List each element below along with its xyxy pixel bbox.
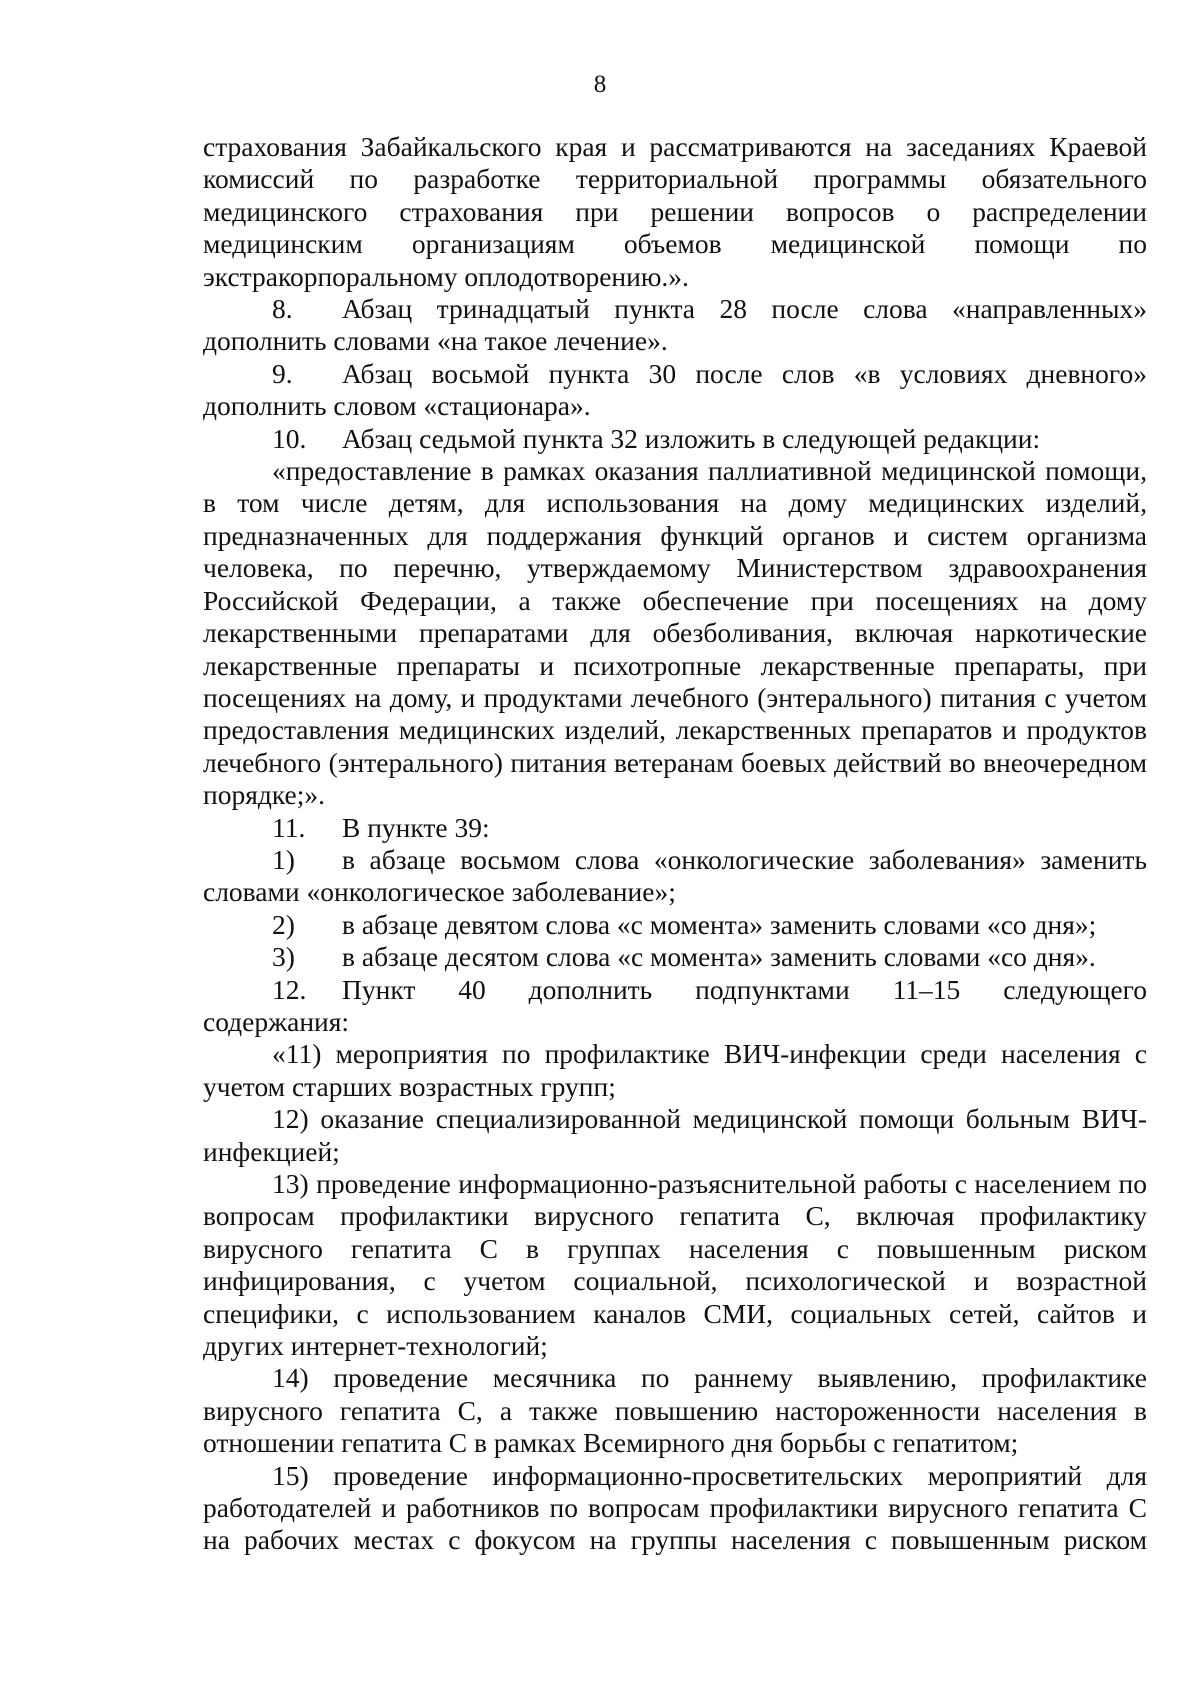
sub-item-number: 2)	[272, 908, 295, 940]
list-item-11	[203, 812, 1147, 844]
item-number: 8.	[272, 293, 293, 325]
item-text-continued: дополнить словом «стационара».	[203, 390, 591, 422]
sub-item-1	[203, 844, 1147, 876]
sub-item-text: в абзаце восьмом слова «онкологические заболевания» заменить	[342, 843, 1147, 875]
sub-item-text-continued: словами «онкологическое заболевание»;	[203, 876, 676, 908]
item-text-continued: дополнить словами «на такое лечение».	[203, 325, 668, 357]
item-text: Пункт 40 дополнить подпунктами 11–15 следующего	[342, 973, 1147, 1005]
paragraph-palliative-quote: «предоставление в рамках оказания паллиативной медицинской помощи, в том числе детям, для использования на дому медицинских изделий, предназначенных для поддержания функций органов и систем организма человека, по перечню, утверждаемому Министерством здравоохранения Российской Федерации, а также обеспечение при посещениях на дому лекарственными препаратами для обезболивания, включая наркотические лекарственные препараты и психотропные лекарственные препараты, при посещениях на дому, и продуктами лечебного (энтерального) питания с учетом предоставления медицинских изделий, лекарственных препаратов и продуктов лечебного (энтерального) питания ветеранам боевых действий во внеочередном порядке;».	[203, 455, 1147, 811]
sub-item-number: 1)	[272, 843, 295, 875]
page-number: 8	[593, 71, 607, 98]
item-number: 12.	[272, 973, 307, 1005]
list-item-9	[203, 358, 1147, 390]
item-text: Абзац восьмой пункта 30 после слов «в условиях дневного»	[342, 357, 1147, 389]
paragraph-subitem-11: «11) мероприятия по профилактике ВИЧ-инфекции среди населения с учетом старших возрастных групп;	[203, 1038, 1147, 1102]
item-text: Абзац седьмой пункта 32 изложить в следующей редакции:	[342, 422, 1041, 454]
item-text-continued: содержания:	[203, 1005, 350, 1037]
list-item-10	[203, 423, 1147, 455]
item-text: Абзац тринадцатый пункта 28 после слова «направленных»	[342, 293, 1147, 325]
sub-item-number: 3)	[272, 941, 295, 973]
list-item-12	[203, 974, 1147, 1006]
sub-item-2	[203, 909, 1147, 941]
sub-item-text: в абзаце девятом слова «с момента» заменить словами «со дня»;	[342, 908, 1097, 940]
item-number: 11.	[272, 811, 306, 843]
paragraph-intro: страхования Забайкальского края и рассматриваются на заседаниях Краевой комиссий по разработке территориальной программы обязательного медицинского страхования при решении вопросов о распределении медицинским организациям объемов медицинской помощи по экстракорпоральному оплодотворению.».	[203, 131, 1147, 292]
item-number: 10.	[272, 422, 307, 454]
paragraph-subitem-14: 14) проведение месячника по раннему выявлению, профилактике вирусного гепатита С, а также повышению настороженности населения в отношении гепатита С в рамках Всемирного дня борьбы с гепатитом;	[203, 1362, 1147, 1459]
paragraph-subitem-12: 12) оказание специализированной медицинской помощи больным ВИЧ-инфекцией;	[203, 1103, 1147, 1167]
sub-item-3	[203, 941, 1147, 973]
sub-item-text: в абзаце десятом слова «с момента» заменить словами «со дня».	[342, 941, 1096, 973]
list-item-8	[203, 293, 1147, 325]
paragraph-subitem-15: 15) проведение информационно-просветительских мероприятий для работодателей и работников по вопросам профилактики вирусного гепатита С на рабочих местах с фокусом на группы населения с повышенным риском	[203, 1459, 1147, 1556]
item-text: В пункте 39:	[342, 811, 490, 843]
document-body	[203, 131, 1147, 1557]
item-number: 9.	[272, 357, 293, 389]
paragraph-subitem-13: 13) проведение информационно-разъяснительной работы с населением по вопросам профилактики вирусного гепатита С, включая профилактику вирусного гепатита С в группах населения с повышенным риском инфицирования, с учетом социальной, психологической и возрастной специфики, с использованием каналов СМИ, социальных сетей, сайтов и других интернет-технологий;	[203, 1168, 1147, 1362]
